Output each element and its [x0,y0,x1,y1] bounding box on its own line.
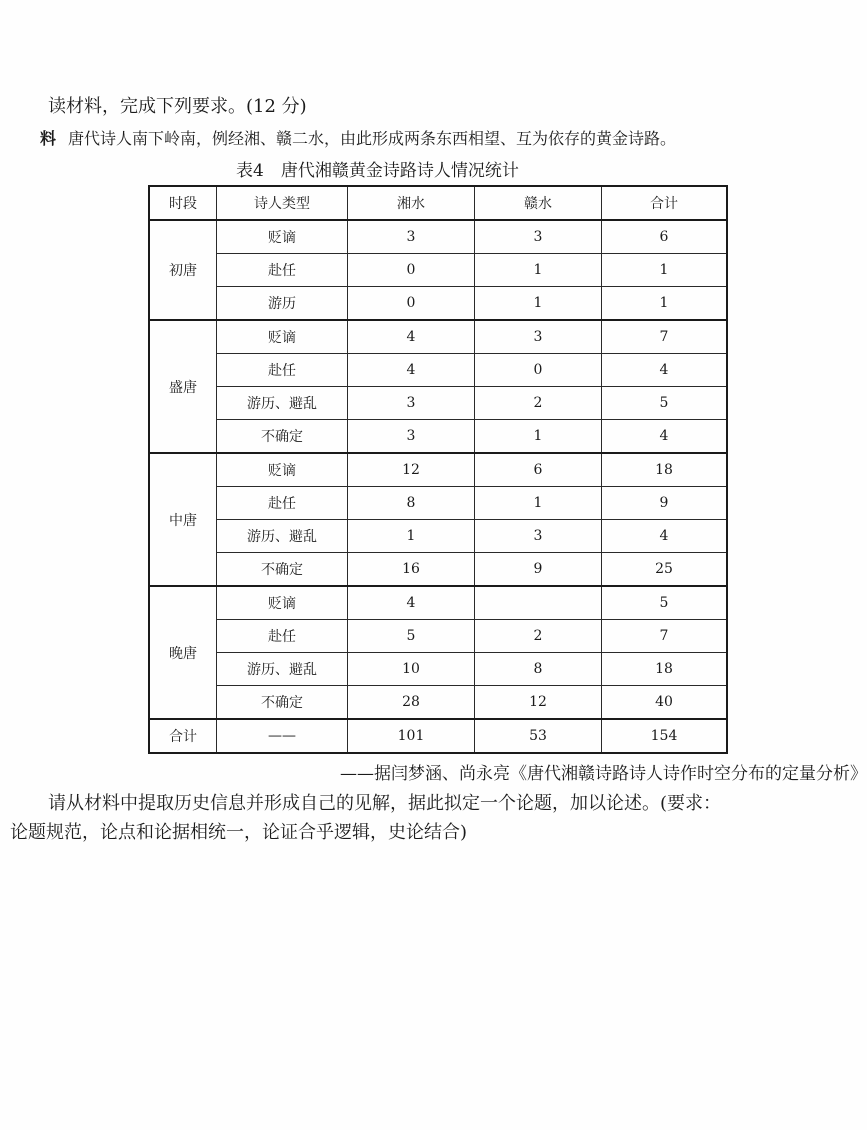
poet-type-cell: 贬谪 [217,586,348,620]
poet-type-cell: 贬谪 [217,453,348,487]
total-count-cell: 4 [602,520,728,553]
period-cell: 中唐 [149,453,217,586]
gan-count-cell: 6 [475,453,602,487]
material-paragraph [40,126,676,149]
total-gan-cell: 53 [475,719,602,753]
period-cell: 盛唐 [149,320,217,453]
header-gan-river: 赣水 [475,186,602,220]
gan-count-cell: 1 [475,420,602,454]
gan-count-cell: 3 [475,320,602,354]
total-count-cell: 7 [602,620,728,653]
total-count-cell: 25 [602,553,728,587]
total-count-cell: 18 [602,653,728,686]
xiang-count-cell: 10 [348,653,475,686]
gan-count-cell: 1 [475,487,602,520]
poet-type-cell: 赴任 [217,620,348,653]
poet-statistics-table [148,185,728,754]
total-count-cell: 1 [602,287,728,321]
source-citation: ——据闫梦涵、尚永亮《唐代湘赣诗路诗人诗作时空分布的定量分析》 [340,764,867,784]
xiang-count-cell: 3 [348,220,475,254]
gan-count-cell: 3 [475,220,602,254]
gan-count-cell: 2 [475,620,602,653]
period-cell: 晚唐 [149,586,217,719]
intro-instruction: 读材料，完成下列要求。(12 分) [48,96,307,117]
table-row [149,287,727,321]
gan-count-cell: 8 [475,653,602,686]
xiang-count-cell: 8 [348,487,475,520]
total-count-cell: 5 [602,387,728,420]
question-line-1: 请从材料中提取历史信息并形成自己的见解，据此拟定一个论题，加以论述。(要求： [48,793,722,814]
table-row [149,387,727,420]
table-row [149,520,727,553]
total-count-cell: 9 [602,487,728,520]
table-row [149,620,727,653]
grand-total-cell: 154 [602,719,728,753]
xiang-count-cell: 28 [348,686,475,720]
poet-type-cell: 贬谪 [217,320,348,354]
poet-type-cell: 游历、避乱 [217,520,348,553]
gan-count-cell: 12 [475,686,602,720]
poet-type-cell: 赴任 [217,354,348,387]
xiang-count-cell: 16 [348,553,475,587]
xiang-count-cell: 3 [348,387,475,420]
xiang-count-cell: 3 [348,420,475,454]
gan-count-cell: 2 [475,387,602,420]
total-row [149,719,727,753]
xiang-count-cell: 0 [348,287,475,321]
total-xiang-cell: 101 [348,719,475,753]
table-row [149,420,727,454]
header-total: 合计 [602,186,728,220]
question-text [10,789,778,847]
xiang-count-cell: 4 [348,586,475,620]
xiang-count-cell: 0 [348,254,475,287]
question-line-2: 论题规范，论点和论据相统一，论证合乎逻辑，史论结合) [10,822,468,843]
table-row [149,254,727,287]
gan-count-cell: 0 [475,354,602,387]
xiang-count-cell: 4 [348,320,475,354]
total-count-cell: 7 [602,320,728,354]
total-label-cell: 合计 [149,719,217,753]
gan-count-cell [475,586,602,620]
xiang-count-cell: 5 [348,620,475,653]
xiang-count-cell: 4 [348,354,475,387]
total-count-cell: 5 [602,586,728,620]
poet-type-cell: 不确定 [217,553,348,587]
gan-count-cell: 3 [475,520,602,553]
header-xiang-river: 湘水 [348,186,475,220]
table-row [149,320,727,354]
poet-type-cell: 游历、避乱 [217,653,348,686]
material-label: 料 [40,129,57,148]
poet-type-cell: 游历、避乱 [217,387,348,420]
gan-count-cell: 9 [475,553,602,587]
total-type-cell: —— [217,719,348,753]
poet-type-cell: 赴任 [217,254,348,287]
table-header-row [149,186,727,220]
total-count-cell: 40 [602,686,728,720]
poet-type-cell: 游历 [217,287,348,321]
table-row [149,553,727,587]
gan-count-cell: 1 [475,287,602,321]
table-row [149,220,727,254]
poet-type-cell: 不确定 [217,686,348,720]
poet-type-cell: 不确定 [217,420,348,454]
table-row [149,686,727,720]
period-cell: 初唐 [149,220,217,320]
xiang-count-cell: 12 [348,453,475,487]
total-count-cell: 4 [602,354,728,387]
total-count-cell: 1 [602,254,728,287]
table-row [149,653,727,686]
poet-type-cell: 赴任 [217,487,348,520]
header-poet-type: 诗人类型 [217,186,348,220]
gan-count-cell: 1 [475,254,602,287]
table-row [149,354,727,387]
material-text: 唐代诗人南下岭南，例经湘、赣二水，由此形成两条东西相望、互为依存的黄金诗路。 [68,129,677,148]
table-row [149,453,727,487]
table-row [149,487,727,520]
table-caption: 表4 唐代湘赣黄金诗路诗人情况统计 [236,161,519,181]
total-count-cell: 4 [602,420,728,454]
total-count-cell: 6 [602,220,728,254]
header-period: 时段 [149,186,217,220]
table-row [149,586,727,620]
total-count-cell: 18 [602,453,728,487]
poet-type-cell: 贬谪 [217,220,348,254]
xiang-count-cell: 1 [348,520,475,553]
